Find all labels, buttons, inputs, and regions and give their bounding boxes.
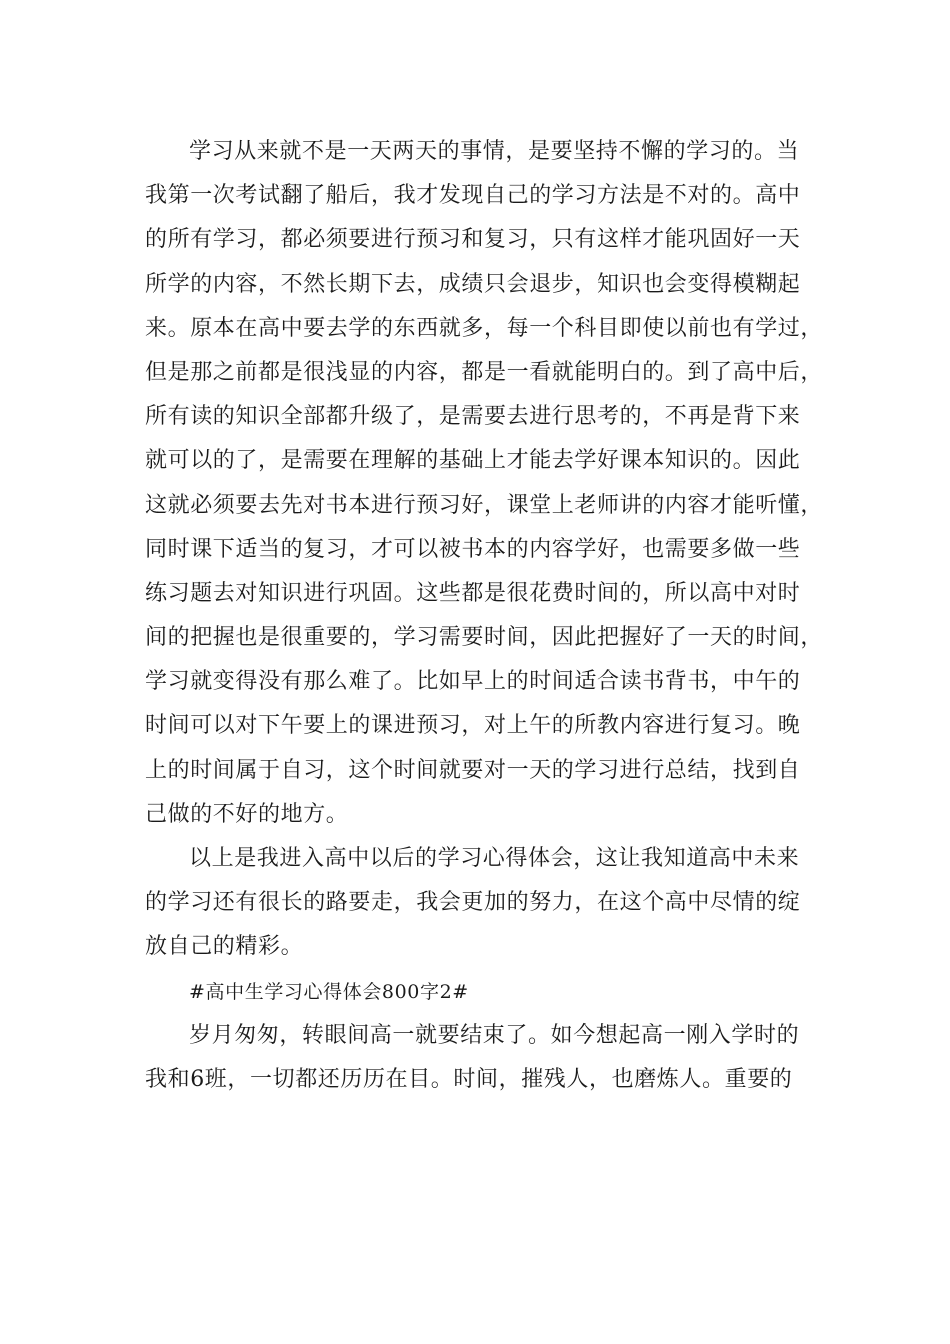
paragraph-2 xyxy=(145,837,825,970)
paragraph-line: 就可以的了，是需要在理解的基础上才能去学好课本知识的。因此 xyxy=(145,448,801,474)
paragraph-line: 但是那之前都是很浅显的内容，都是一看就能明白的。到了高中后， xyxy=(145,359,824,385)
paragraph-line: 所有读的知识全部都升级了，是需要去进行思考的，不再是背下来 xyxy=(145,404,801,430)
paragraph-3 xyxy=(145,1014,825,1102)
paragraph-line: 上的时间属于自习，这个时间就要对一天的学习进行总结，找到自 xyxy=(145,757,801,783)
paragraph-line: 的所有学习，都必须要进行预习和复习，只有这样才能巩固好一天 xyxy=(145,227,801,253)
paragraph-1 xyxy=(145,130,825,837)
paragraph-line: 所学的内容，不然长期下去，成绩只会退步，知识也会变得模糊起 xyxy=(145,271,801,297)
paragraph-line: 这就必须要去先对书本进行预习好，课堂上老师讲的内容才能听懂， xyxy=(145,492,824,518)
paragraph-line: 我和6班，一切都还历历在目。时间，摧残人，也磨炼人。重要的 xyxy=(145,1066,793,1092)
paragraph-line: 时间可以对下午要上的课进预习，对上午的所教内容进行复习。晚 xyxy=(145,713,801,739)
paragraph-line: 的学习还有很长的路要走，我会更加的努力，在这个高中尽情的绽 xyxy=(145,890,801,916)
paragraph-line: 岁月匆匆，转眼间高一就要结束了。如今想起高一刚入学时的 xyxy=(189,1022,800,1048)
paragraph-line: 来。原本在高中要去学的东西就多，每一个科目即使以前也有学过， xyxy=(145,315,824,341)
document-body xyxy=(145,130,825,1102)
paragraph-line: 放自己的精彩。 xyxy=(145,934,304,960)
paragraph-line: 同时课下适当的复习，才可以被书本的内容学好，也需要多做一些 xyxy=(145,536,801,562)
paragraph-line: 以上是我进入高中以后的学习心得体会，这让我知道高中未来 xyxy=(189,846,800,871)
paragraph-line: 练习题去对知识进行巩固。这些都是很花费时间的，所以高中对时 xyxy=(145,580,801,606)
paragraph-line: 己做的不好的地方。 xyxy=(145,801,349,827)
paragraph-line: 我第一次考试翻了船后，我才发现自己的学习方法是不对的。高中 xyxy=(145,183,801,209)
paragraph-line: 间的把握也是很重要的，学习需要时间，因此把握好了一天的时间， xyxy=(145,625,824,651)
paragraph-line: 学习从来就不是一天两天的事情，是要坚持不懈的学习的。当 xyxy=(189,139,800,164)
paragraph-line: 学习就变得没有那么难了。比如早上的时间适合读书背书，中午的 xyxy=(145,669,801,695)
section-heading: #高中生学习心得体会800字2# xyxy=(189,980,469,1003)
